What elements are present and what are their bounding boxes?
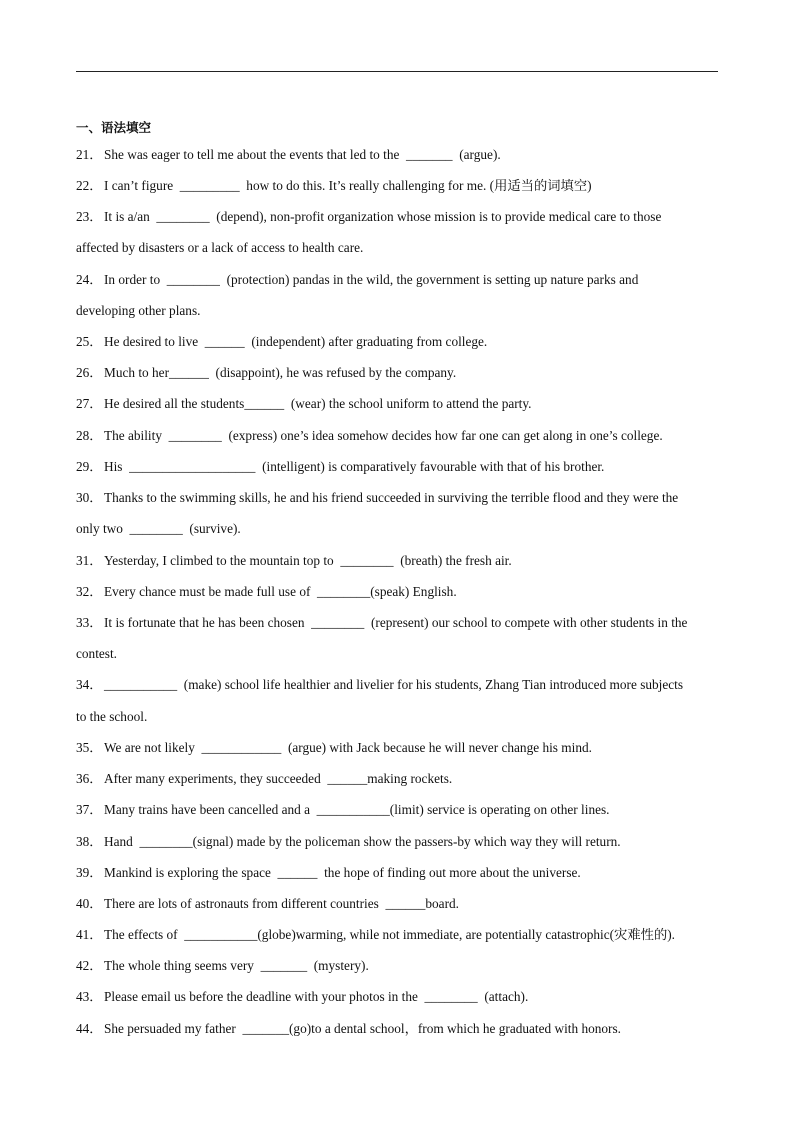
question-text: Yesterday, I climbed to the mountain top to ________ (breath) the fresh air. xyxy=(104,553,512,568)
question-text: There are lots of astronauts from different countries ______board. xyxy=(104,896,459,911)
question-text: In order to ________ (protection) pandas in the wild, the government is setting up nature parks and xyxy=(104,272,639,287)
question-text: The whole thing seems very _______ (mystery). xyxy=(104,958,369,973)
question-continuation xyxy=(76,239,363,257)
question-continuation xyxy=(76,708,147,726)
question-line xyxy=(76,364,456,382)
question-text: Much to her______ (disappoint), he was refused by the company. xyxy=(104,365,457,380)
question-number: 25． xyxy=(76,334,103,349)
question-text: only two ________ (survive). xyxy=(76,521,241,536)
question-line xyxy=(76,864,581,882)
question-number: 34． xyxy=(76,677,103,692)
question-text: It is fortunate that he has been chosen ________ (represent) our school to compete with other students in the xyxy=(104,615,688,630)
question-number: 39． xyxy=(76,865,103,880)
question-line xyxy=(76,583,457,601)
question-continuation xyxy=(76,302,200,320)
question-line xyxy=(76,926,675,944)
question-text: She was eager to tell me about the events that led to the _______ (argue). xyxy=(104,147,501,162)
question-line xyxy=(76,489,678,507)
question-number: 27． xyxy=(76,396,103,411)
question-line xyxy=(76,770,452,788)
question-number: 43． xyxy=(76,989,103,1004)
question-line xyxy=(76,988,528,1006)
question-text: The effects of ___________(globe)warming, while not immediate, are potentially catastrophic(灾难性的). xyxy=(104,927,675,942)
question-line xyxy=(76,833,621,851)
question-line xyxy=(76,801,610,819)
question-line xyxy=(76,895,459,913)
question-number: 21． xyxy=(76,147,103,162)
question-line xyxy=(76,739,592,757)
question-line xyxy=(76,146,501,164)
question-text: Many trains have been cancelled and a ___________(limit) service is operating on other lines. xyxy=(104,802,610,817)
question-line xyxy=(76,458,604,476)
question-number: 32． xyxy=(76,584,103,599)
question-line xyxy=(76,957,369,975)
question-number: 41． xyxy=(76,927,103,942)
question-number: 37． xyxy=(76,802,103,817)
question-line xyxy=(76,177,592,195)
question-number: 42． xyxy=(76,958,103,973)
question-number: 31． xyxy=(76,553,103,568)
question-line xyxy=(76,395,531,413)
question-number: 44． xyxy=(76,1021,103,1036)
question-line xyxy=(76,552,512,570)
question-continuation xyxy=(76,520,241,538)
question-number: 38． xyxy=(76,834,103,849)
question-number: 36． xyxy=(76,771,103,786)
question-number: 35． xyxy=(76,740,103,755)
question-text: developing other plans. xyxy=(76,303,201,318)
question-text: Mankind is exploring the space ______ the hope of finding out more about the universe. xyxy=(104,865,581,880)
question-text: We are not likely ____________ (argue) with Jack because he will never change his mind. xyxy=(104,740,592,755)
question-number: 33． xyxy=(76,615,103,630)
question-text: to the school. xyxy=(76,709,148,724)
question-text: Every chance must be made full use of ________(speak) English. xyxy=(104,584,457,599)
question-number: 24． xyxy=(76,272,103,287)
question-number: 28． xyxy=(76,428,103,443)
question-text: He desired to live ______ (independent) after graduating from college. xyxy=(104,334,488,349)
question-line xyxy=(76,271,638,289)
question-line xyxy=(76,614,687,632)
question-text: After many experiments, they succeeded ______making rockets. xyxy=(104,771,453,786)
header-rule xyxy=(76,71,718,72)
question-text: She persuaded my father _______(go)to a dental school，from which he graduated with honors. xyxy=(104,1021,621,1036)
question-continuation xyxy=(76,645,117,663)
question-text: The ability ________ (express) one’s idea somehow decides how far one can get along in one’s college. xyxy=(104,428,663,443)
question-line xyxy=(76,208,661,226)
question-number: 22． xyxy=(76,178,103,193)
question-line xyxy=(76,427,663,445)
section-title: 一、语法填空 xyxy=(76,120,152,135)
question-text: Please email us before the deadline with your photos in the ________ (attach). xyxy=(104,989,529,1004)
question-number: 26． xyxy=(76,365,103,380)
question-text: Hand ________(signal) made by the policeman show the passers-by which way they will return. xyxy=(104,834,621,849)
question-text: His ___________________ (intelligent) is comparatively favourable with that of his brother. xyxy=(104,459,605,474)
question-number: 40． xyxy=(76,896,103,911)
question-number: 30． xyxy=(76,490,103,505)
question-text: ___________ (make) school life healthier and livelier for his students, Zhang Tian introduced more subjects xyxy=(104,677,684,692)
question-number: 29． xyxy=(76,459,103,474)
question-line xyxy=(76,1020,621,1038)
question-number: 23． xyxy=(76,209,103,224)
question-line xyxy=(76,676,683,694)
question-text: Thanks to the swimming skills, he and his friend succeeded in surviving the terrible flood and they were the xyxy=(104,490,679,505)
question-line xyxy=(76,333,487,351)
question-text: He desired all the students______ (wear) the school uniform to attend the party. xyxy=(104,396,532,411)
question-text: I can’t figure _________ how to do this. It’s really challenging for me. (用适当的词填空) xyxy=(104,178,592,193)
question-text: affected by disasters or a lack of access to health care. xyxy=(76,240,364,255)
question-text: It is a/an ________ (depend), non-profit organization whose mission is to provide medical care to those xyxy=(104,209,662,224)
question-text: contest. xyxy=(76,646,117,661)
